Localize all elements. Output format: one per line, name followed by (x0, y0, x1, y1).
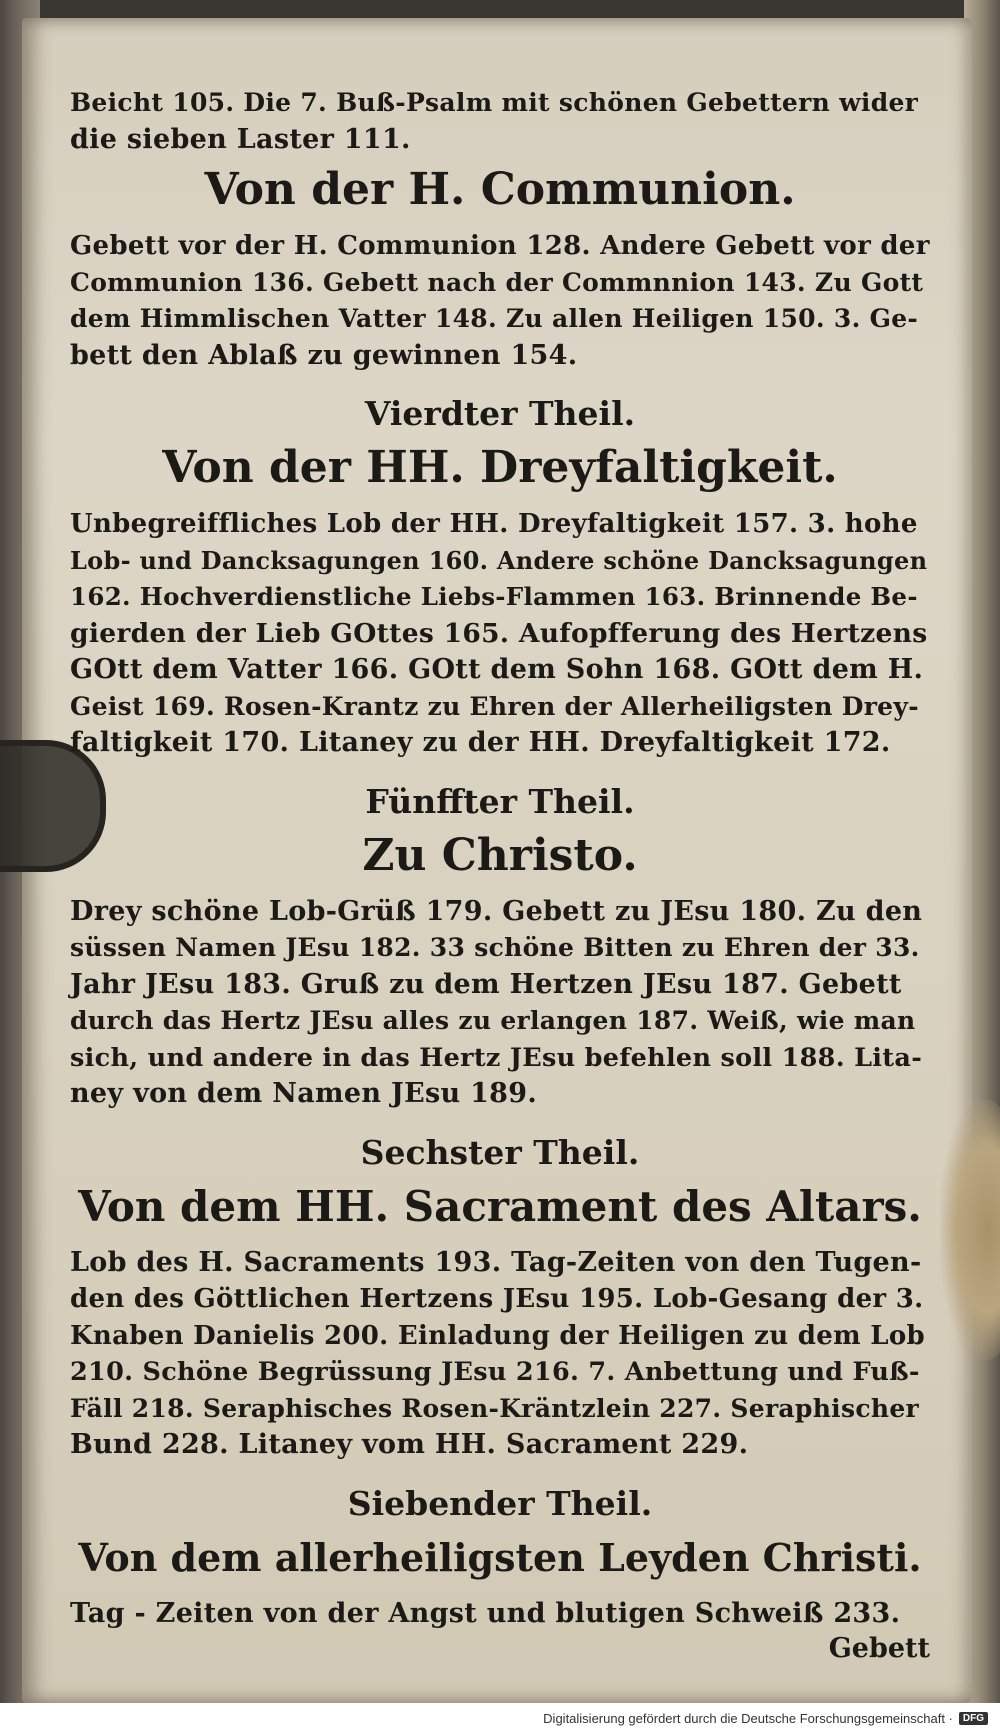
text-line: süssen Namen JEsu 182. 33 schöne Bitten zu Ehren der 33. (70, 933, 920, 962)
page-stain (940, 1100, 1000, 1360)
section-title: Von dem HH. Sacrament des Altars. (78, 1181, 922, 1231)
text-line: ney von dem Namen JEsu 189. (70, 1078, 538, 1109)
part-heading: Vierdter Theil. (364, 394, 636, 433)
part-heading: Siebender Theil. (347, 1483, 653, 1523)
text-line: Drey schöne Lob-Grüß 179. Gebett zu JEsu 180. Zu den (70, 895, 923, 927)
text-line: Jahr JEsu 183. Gruß zu dem Hertzen JEsu 187. Gebett (70, 968, 902, 1000)
text-line: durch das Hertz JEsu alles zu erlangen 187. Weiß, wie man (70, 1006, 916, 1035)
text-line: Lob des H. Sacraments 193. Tag-Zeiten von den Tugen- (70, 1246, 922, 1278)
intro-paragraph (70, 85, 930, 158)
text-line: Lob- und Dancksagungen 160. Andere schöne Dancksagungen (70, 545, 928, 575)
text-line: Geist 169. Rosen-Krantz zu Ehren der Allerheiligsten Drey- (70, 691, 919, 721)
text-line: sich, und andere in das Hertz JEsu befehlen soll 188. Lita- (70, 1042, 923, 1073)
catchword: Gebett (828, 1633, 930, 1664)
text-line: faltigkeit 170. Litaney zu der HH. Dreyfaltigkeit 172. (70, 727, 891, 758)
part-heading: Fünffter Theil. (365, 781, 635, 821)
text-line: 162. Hochverdienstliche Liebs-Flammen 163. Brinnende Be- (70, 582, 918, 611)
section-title: Von dem allerheiligsten Leyden Christi. (78, 1534, 922, 1580)
text-line: Bund 228. Litaney vom HH. Sacrament 229. (70, 1429, 749, 1460)
section-title: Von der H. Communion. (204, 164, 796, 215)
text-line: Tag - Zeiten von der Angst und blutigen Schweiß 233. (70, 1597, 901, 1629)
dfg-logo-badge: DFG (959, 1712, 988, 1725)
text-line: dem Himmlischen Vatter 148. Zu allen Heiligen 150. 3. Ge- (70, 304, 919, 333)
footer-credit: Digitalisierung gefördert durch die Deutsche Forschungsgemeinschaft · (543, 1710, 953, 1726)
text-line: GOtt dem Vatter 166. GOtt dem Sohn 168. GOtt dem H. (70, 654, 924, 685)
section-paragraph (70, 228, 930, 374)
section-title: Von der HH. Dreyfaltigkeit. (162, 442, 838, 493)
text-line: gierden der Lieb GOttes 165. Aufopfferung des Hertzens (70, 617, 928, 649)
section-paragraph (70, 506, 930, 762)
section-paragraph (70, 1596, 930, 1633)
text-line: Gebett vor der H. Communion 128. Andere Gebett vor der (70, 231, 930, 261)
text-line: die sieben Laster 111. (70, 123, 411, 155)
part-heading: Sechster Theil. (360, 1132, 640, 1172)
text-line: den des Göttlichen Hertzens JEsu 195. Lob-Gesang der 3. (70, 1284, 924, 1314)
text-line: Beicht 105. Die 7. Buß-Psalm mit schönen Gebettern wider (70, 88, 919, 117)
text-line: Fäll 218. Seraphisches Rosen-Kräntzlein 227. Seraphischer (70, 1393, 920, 1423)
text-line: Unbegreiffliches Lob der HH. Dreyfaltigkeit 157. 3. hohe (70, 509, 918, 539)
text-line: 210. Schöne Begrüssung JEsu 216. 7. Anbettung und Fuß- (70, 1357, 920, 1387)
text-line: Knaben Danielis 200. Einladung der Heiligen zu dem Lob (70, 1320, 925, 1351)
text-line: bett den Ablaß zu gewinnen 154. (70, 339, 578, 371)
digitization-footer (0, 1703, 1000, 1733)
page-content (70, 85, 930, 1666)
section-paragraph (70, 894, 930, 1113)
section-title: Zu Christo. (362, 829, 638, 881)
text-line: Communion 136. Gebett nach der Commnnion 143. Zu Gott (70, 267, 924, 297)
section-paragraph (70, 1245, 930, 1464)
